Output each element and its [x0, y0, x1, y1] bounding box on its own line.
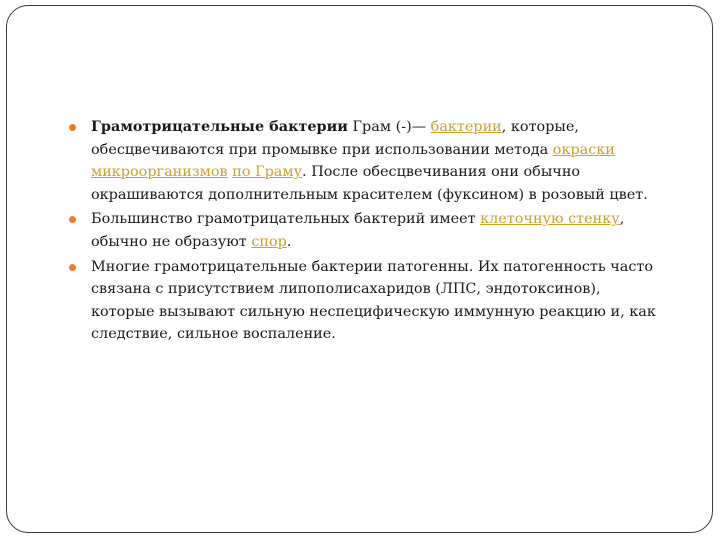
bullet-text: Большинство грамотрицательных бактерий имеет — [91, 211, 481, 228]
bullet-dot-icon — [69, 216, 76, 223]
bullet-text: Многие грамотрицательные бактерии патогенны. Их патогенность часто связана с присутствием липополисахаридов (ЛПС, эндотоксинов), которые вызывают сильную неспецифическую иммунную реакцию и, как следствие, сильное воспаление. — [91, 258, 656, 343]
bullet-text: . — [286, 233, 292, 250]
bullet-list — [69, 116, 659, 346]
slide-content — [69, 116, 659, 348]
bullet-item-2 — [69, 208, 659, 253]
link-gram-method[interactable]: по Граму — [232, 164, 303, 181]
bullet-text: Грам (-)— — [347, 119, 431, 135]
bullet-text: , обычно не образуют — [91, 211, 625, 250]
link-bacteria[interactable]: бактерии — [430, 119, 502, 135]
bullet-text: , которые, обесцвечиваются при промывке при использовании метода — [91, 119, 579, 158]
link-spores[interactable]: спор — [251, 233, 287, 250]
bullet-item-3 — [69, 256, 659, 346]
bullet-dot-icon — [69, 124, 76, 131]
link-staining-microorganisms[interactable]: окраски микроорганизмов — [91, 141, 615, 181]
bullet-item-1 — [69, 116, 659, 206]
bullet-text: . После обесцвечивания они обычно окрашиваются дополнительным красителем (фуксином) в розовый цвет. — [91, 164, 648, 203]
bullet-dot-icon — [69, 264, 76, 271]
bullet-term: Грамотрицательные бактерии — [91, 118, 348, 135]
link-cell-wall[interactable]: клеточную стенку — [480, 211, 620, 228]
slide-frame — [6, 5, 713, 533]
